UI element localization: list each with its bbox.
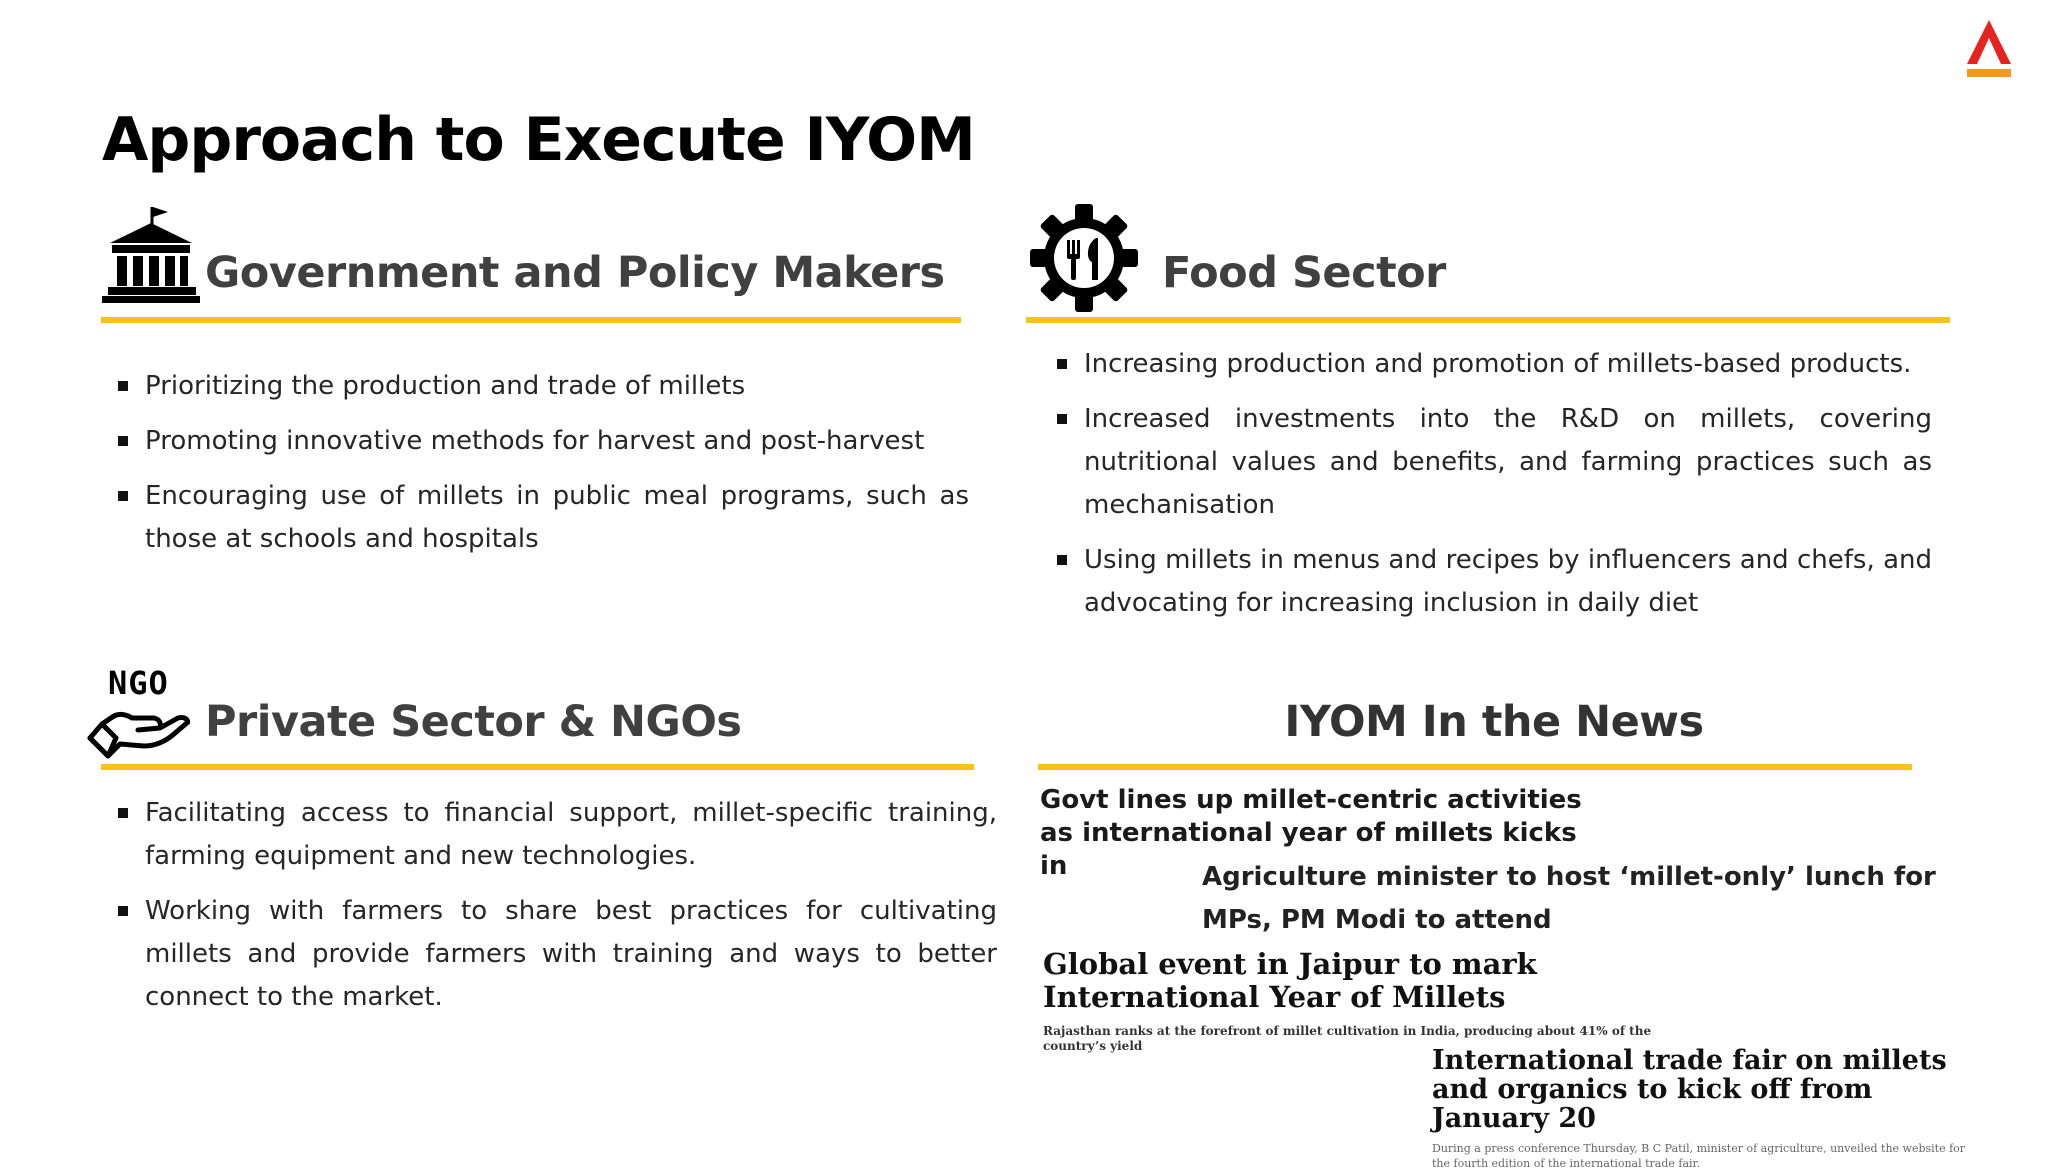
news-clip-3	[1043, 948, 1703, 1054]
government-bullet-list	[101, 365, 969, 573]
list-item: Increasing production and promotion of millets-based products.	[1040, 343, 1932, 386]
news-subtext: Rajasthan ranks at the forefront of millet cultivation in India, producing about 41% of the country’s yield	[1043, 1024, 1652, 1053]
list-item: Using millets in menus and recipes by influencers and chefs, and advocating for increasing inclusion in daily diet	[1040, 539, 1932, 625]
news-clip-2	[1202, 856, 1942, 942]
list-item: Encouraging use of millets in public meal programs, such as those at schools and hospitals	[101, 475, 969, 561]
food-heading: Food Sector	[1162, 248, 1446, 298]
food-bullet-list	[1040, 343, 1932, 637]
list-item: Working with farmers to share best practices for cultivating millets and provide farmers with training and ways to better connect to the market.	[101, 890, 997, 1019]
page-title: Approach to Execute IYOM	[102, 105, 975, 175]
private-heading: Private Sector & NGOs	[205, 697, 742, 747]
gear-fork-knife-icon	[1028, 202, 1140, 314]
food-divider	[1026, 317, 1950, 323]
list-item: Promoting innovative methods for harvest and post-harvest	[101, 420, 969, 463]
news-headline: International trade fair on millets and organics to kick off from January 20	[1432, 1045, 1947, 1134]
brand-chevron-logo-icon	[1964, 18, 2014, 80]
news-divider	[1038, 764, 1912, 770]
government-building-icon	[100, 205, 202, 305]
brand-logo	[1964, 18, 2014, 80]
ngo-hand-icon	[86, 664, 190, 760]
private-bullet-list	[101, 792, 997, 1031]
list-item: Facilitating access to financial support, millet-specific training, farming equipment and new technologies.	[101, 792, 997, 878]
news-headline: Agriculture minister to host ‘millet-only’ lunch for MPs, PM Modi to attend	[1202, 862, 1936, 935]
government-divider	[101, 317, 961, 323]
news-headline: Govt lines up millet-centric activities as international year of millets kicks in	[1040, 785, 1582, 881]
news-subtext: During a press conference Thursday, B C Patil, minister of agriculture, unveiled the website for the fourth edition of the international trade fair.	[1432, 1142, 1966, 1170]
private-divider	[101, 764, 974, 770]
news-clip-4	[1432, 1046, 1972, 1171]
news-heading: IYOM In the News	[1284, 697, 1704, 747]
list-item: Increased investments into the R&D on millets, covering nutritional values and benefits, and farming practices such as mechanisation	[1040, 398, 1932, 527]
news-headline: Global event in Jaipur to mark International Year of Millets	[1043, 947, 1537, 1014]
government-heading: Government and Policy Makers	[205, 248, 945, 298]
ngo-icon-text: NGO	[108, 664, 169, 702]
list-item: Prioritizing the production and trade of millets	[101, 365, 969, 408]
